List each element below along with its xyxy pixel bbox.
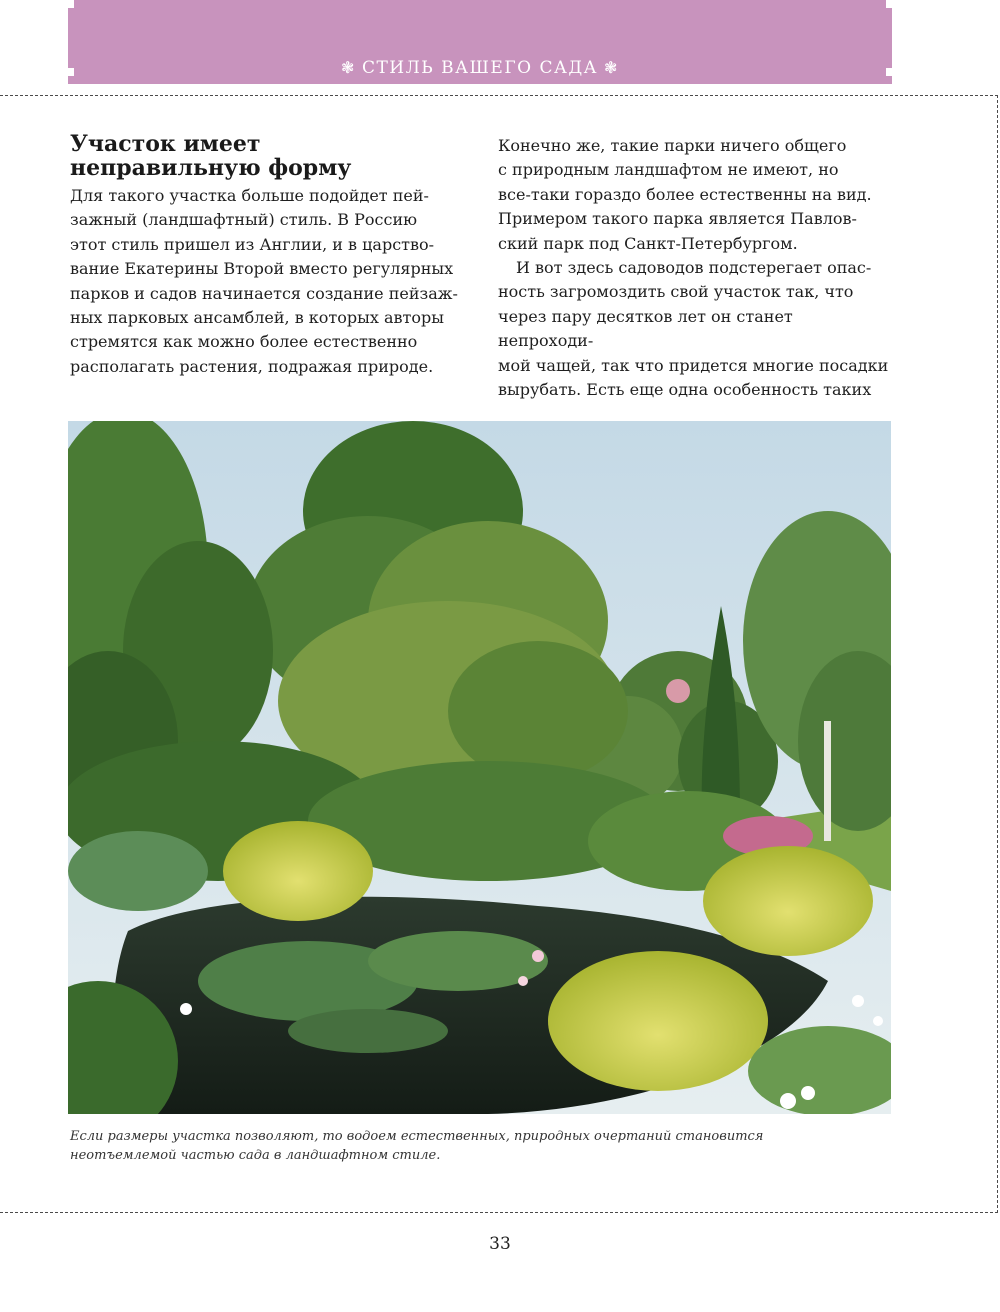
text-line: вырубать. Есть еще одна особенность таких (498, 380, 872, 400)
text-line: с природным ландшафтом не имеют, но (498, 160, 839, 180)
banner-notch (886, 0, 892, 8)
left-column (70, 184, 462, 379)
right-column (498, 134, 892, 402)
text-line: зажный (ландшафтный) стиль. В Россию (70, 210, 418, 230)
text-line: Примером такого парка является Павлов- (498, 209, 857, 229)
frame-top-dashed-line (0, 95, 998, 96)
garden-pond-photo (68, 421, 891, 1114)
text-line: И вот здесь садоводов подстерегает опас- (516, 258, 872, 278)
caption-line: Если размеры участка позволяют, то водоем естественных, природных очертаний становится (70, 1129, 764, 1144)
flourish-right-icon: ❃ (604, 58, 619, 77)
text-line: парков и садов начинается создание пейзаж- (70, 283, 458, 303)
flourish-left-icon: ❃ (341, 58, 356, 77)
photo-caption (70, 1127, 892, 1165)
text-line: через пару десятков лет он станет непроходи- (498, 306, 793, 351)
heading-line: неправильную форму (70, 155, 352, 181)
text-line: этот стиль пришел из Англии, и в царство- (70, 234, 435, 254)
text-line: Для такого участка больше подойдет пей- (70, 186, 429, 205)
frame-bottom-dashed-line (0, 1212, 998, 1213)
text-line: вание Екатерины Второй вместо регулярных (70, 259, 454, 279)
section-title (68, 58, 892, 78)
text-line: все-таки гораздо более естественны на вид. (498, 184, 872, 204)
page-number: 33 (489, 1234, 511, 1254)
text-line: располагать растения, подражая природе. (70, 356, 434, 376)
text-line: Конечно же, такие парки ничего общего (498, 136, 847, 155)
header-banner (68, 0, 892, 84)
text-line: ных парковых ансамблей, в которых авторы (70, 308, 444, 328)
text-line: стремятся как можно более естественно (70, 332, 418, 352)
section-title-text: СТИЛЬ ВАШЕГО САДА (361, 58, 599, 78)
frame-right-dashed-line (997, 95, 998, 1213)
text-line: ский парк под Санкт-Петербургом. (498, 233, 798, 253)
caption-line: неотъемлемой частью сада в ландшафтном стиле. (70, 1148, 441, 1163)
article-heading (70, 132, 470, 180)
banner-notch (68, 0, 74, 8)
text-line: мой чащей, так что придется многие посадки (498, 355, 889, 375)
text-line: ность загромоздить свой участок так, что (498, 282, 854, 302)
heading-line: Участок имеет (70, 131, 261, 157)
